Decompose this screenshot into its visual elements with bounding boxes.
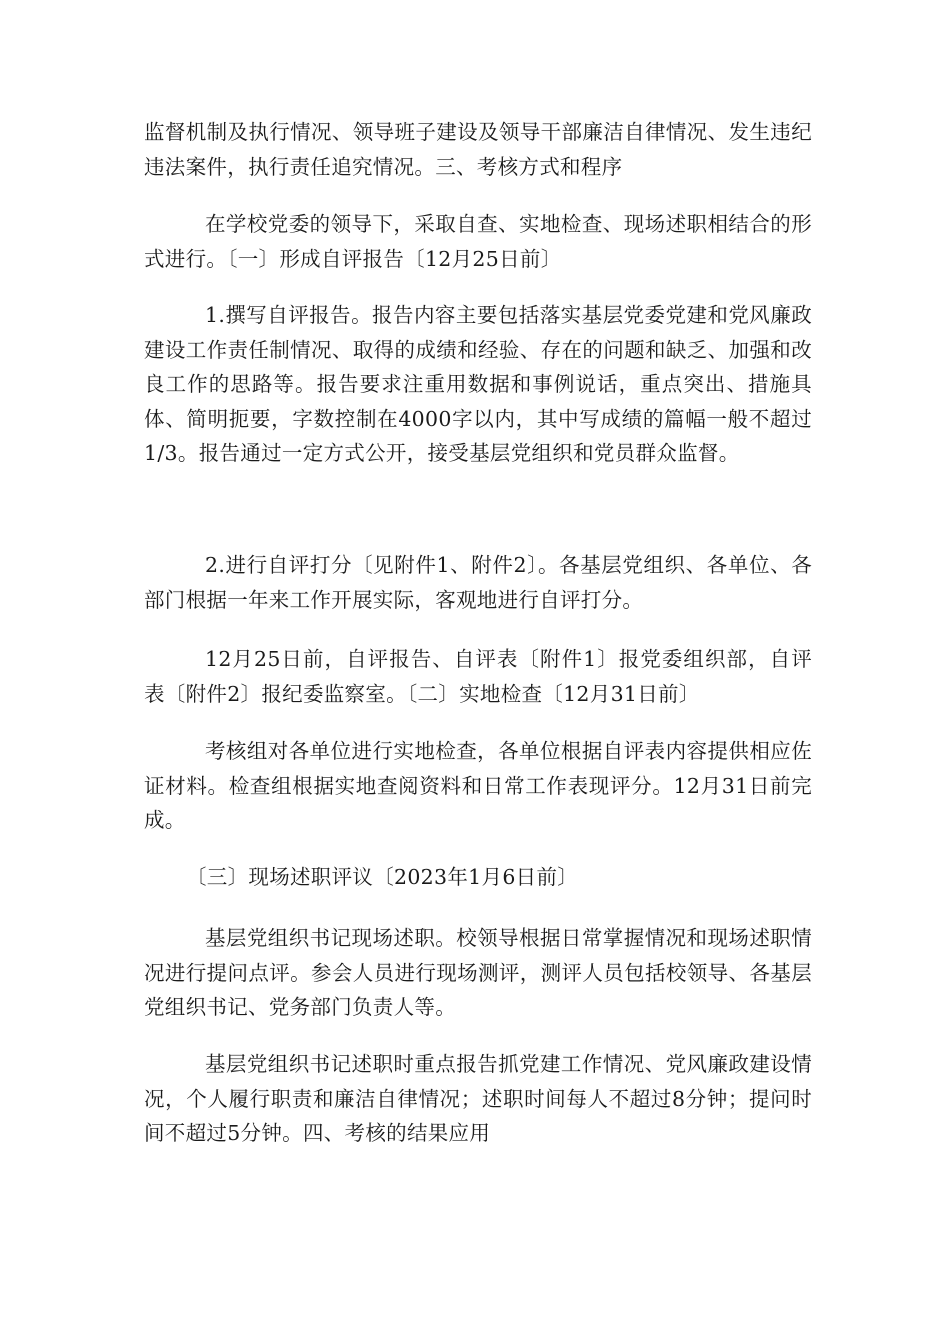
paragraph-onsite-reporting: 基层党组织书记现场述职。校领导根据日常掌握情况和现场述职情况进行提问点评。参会人员进行现场测评，测评人员包括校领导、各基层党组织书记、党务部门负责人等。 bbox=[144, 926, 812, 1019]
paragraph-self-scoring: 2.进行自评打分〔见附件1、附件2〕。各基层党组织、各单位、各部门根据一年来工作开展实际，客观地进行自评打分。 bbox=[144, 553, 812, 612]
paragraph-site-inspection: 考核组对各单位进行实地检查，各单位根据自评表内容提供相应佐证材料。检查组根据实地查阅资料和日常工作表现评分。12月31日前完成。 bbox=[144, 739, 812, 832]
paragraph-reporting-focus: 基层党组织书记述职时重点报告抓党建工作情况、党风廉政建设情况，个人履行职责和廉洁自律情况；述职时间每人不超过8分钟；提问时间不超过5分钟。四、考核的结果应用 bbox=[144, 1052, 812, 1145]
paragraph-assessment-method: 在学校党委的领导下，采取自查、实地检查、现场述职相结合的形式进行。〔一〕形成自评报告〔12月25日前〕 bbox=[144, 212, 812, 271]
paragraph-self-report: 1.撰写自评报告。报告内容主要包括落实基层党委党建和党风廉政建设工作责任制情况、取得的成绩和经验、存在的问题和缺乏、加强和改良工作的思路等。报告要求注重用数据和事例说话，重点突出、措施具体、简明扼要，字数控制在4000字以内，其中写成绩的篇幅一般不超过1/3。报告通过一定方式公开，接受基层党组织和党员群众监督。 bbox=[144, 303, 812, 465]
section-heading-onsite-review: 〔三〕现场述职评议〔2023年1月6日前〕 bbox=[186, 865, 579, 889]
paragraph-supervision-mechanism: 监督机制及执行情况、领导班子建设及领导干部廉洁自律情况、发生违纪违法案件，执行责任追究情况。三、考核方式和程序 bbox=[144, 120, 812, 179]
paragraph-submission-deadline: 12月25日前，自评报告、自评表〔附件1〕报党委组织部，自评表〔附件2〕报纪委监察室。〔二〕实地检查〔12月31日前〕 bbox=[144, 647, 812, 706]
